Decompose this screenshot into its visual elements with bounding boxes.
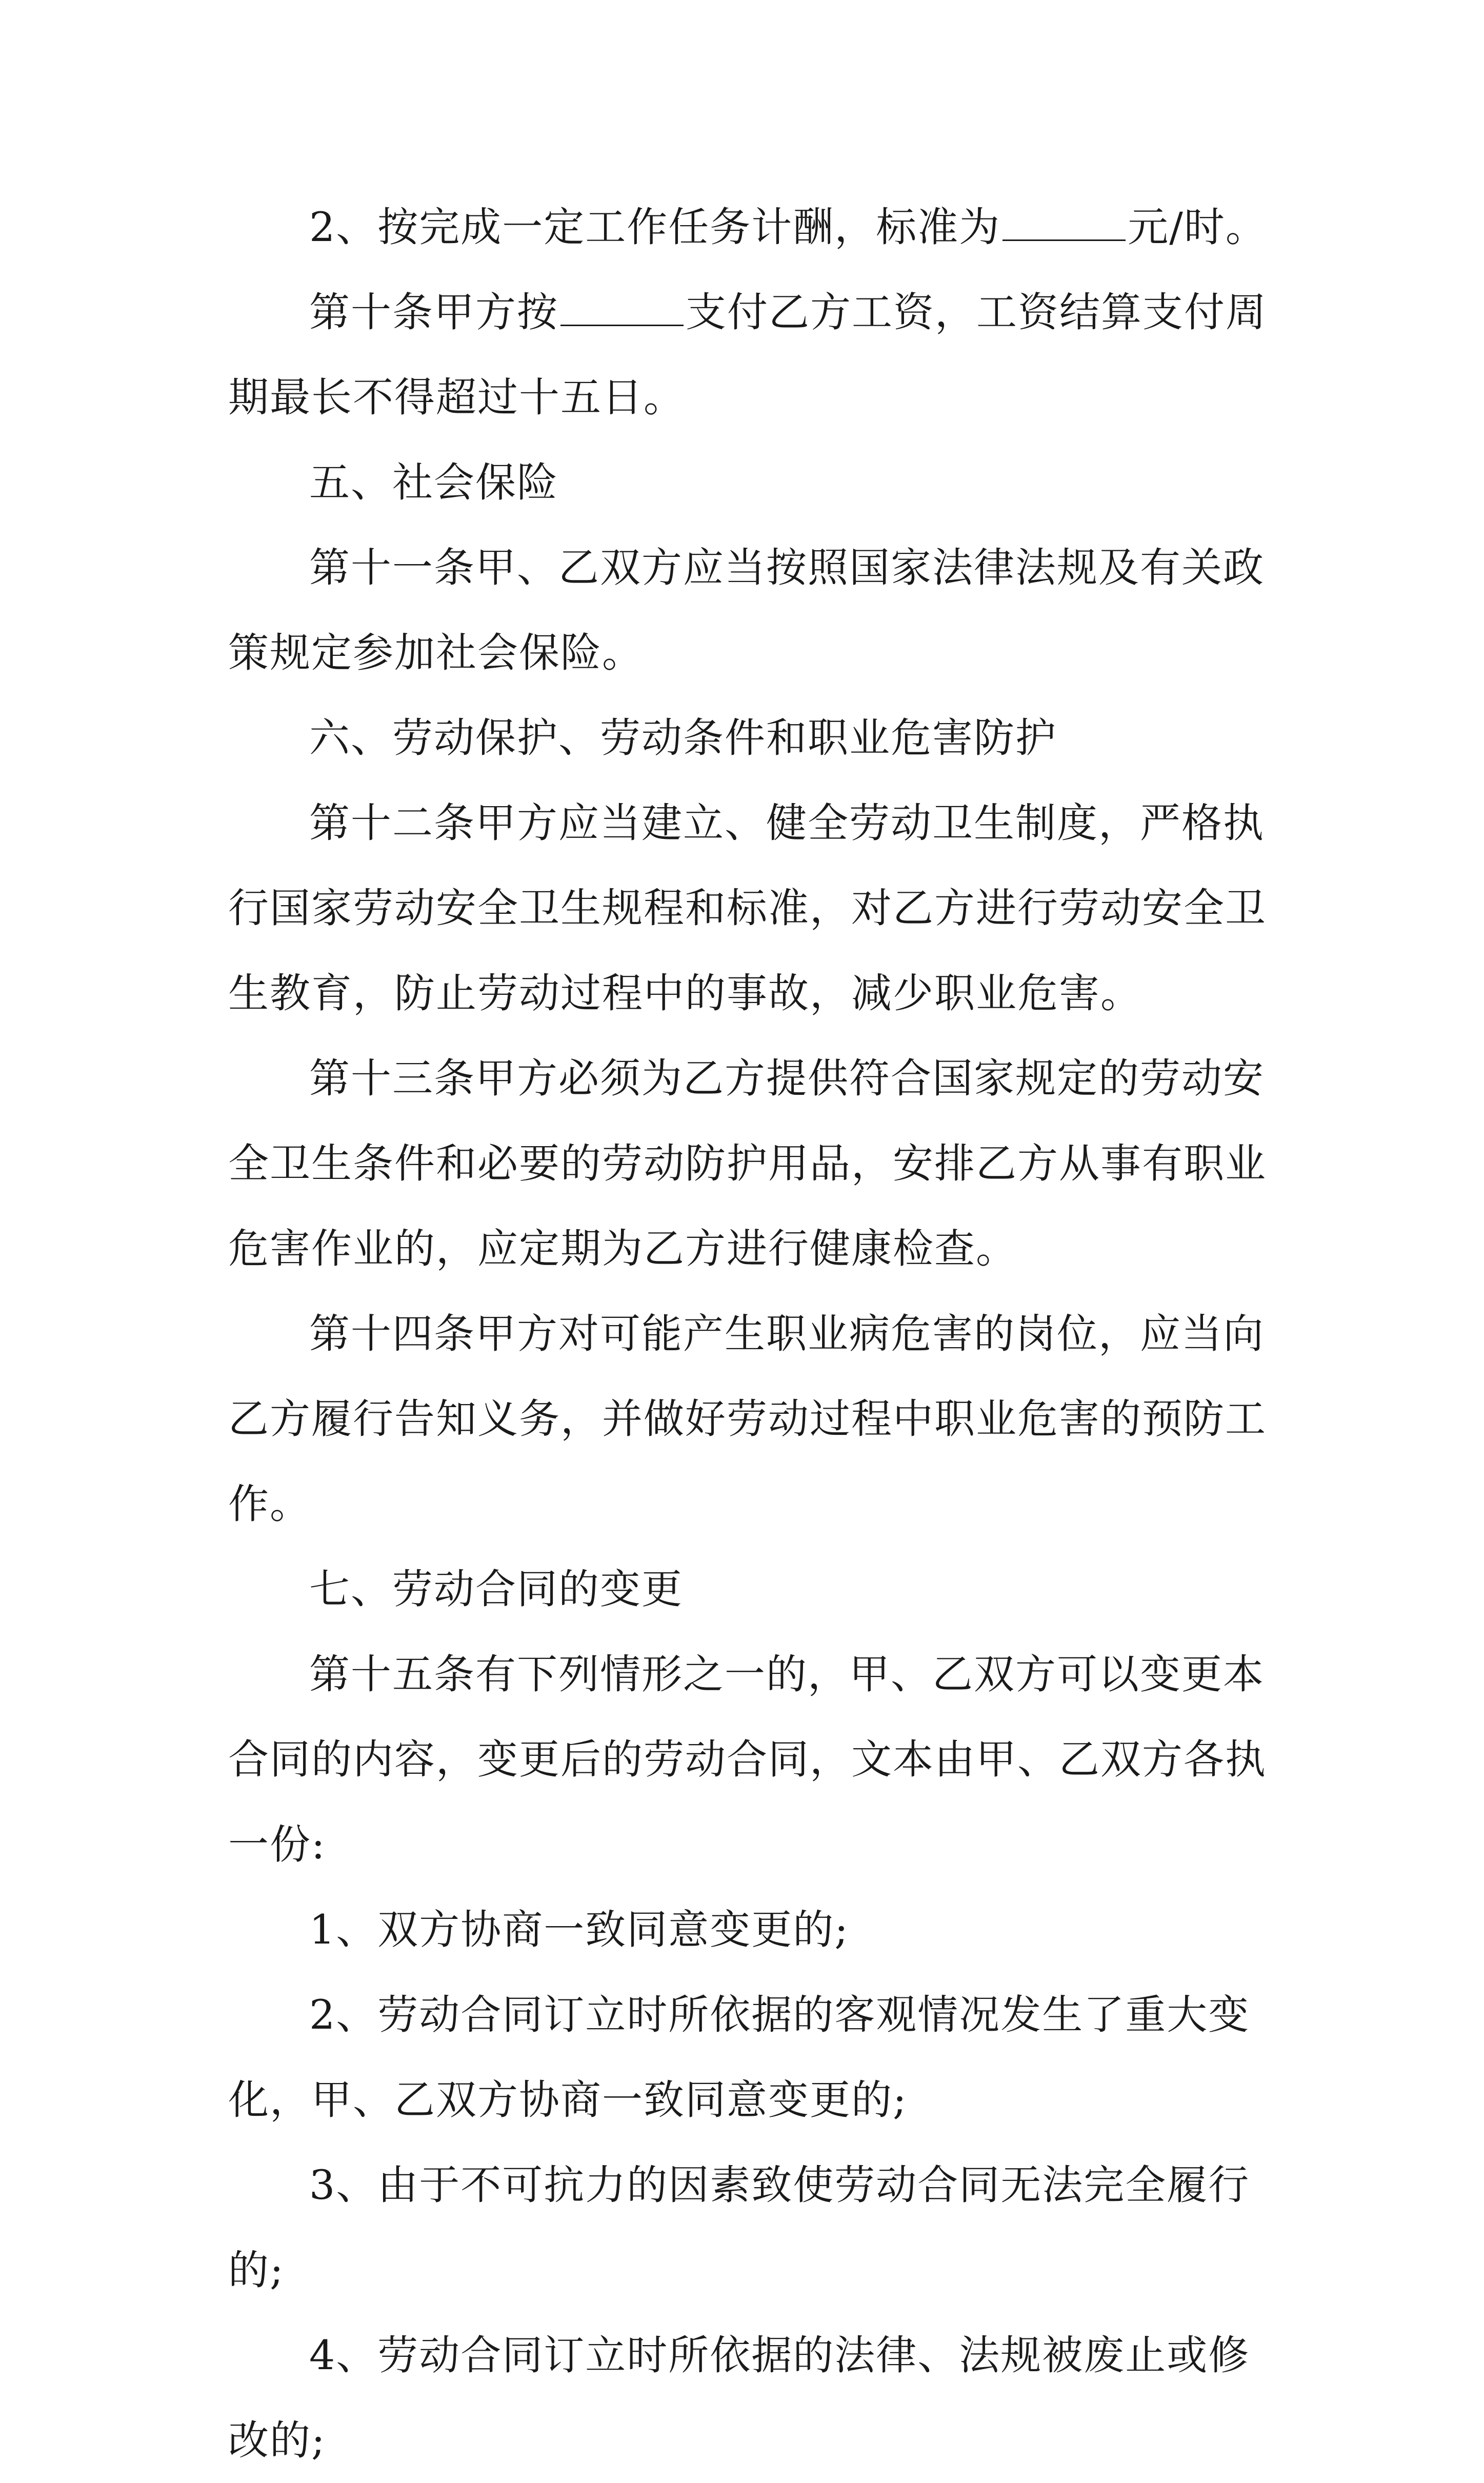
paragraph-article-12: 第十二条甲方应当建立、健全劳动卫生制度，严格执行国家劳动安全卫生规程和标准，对乙方进行劳动安全卫生教育，防止劳动过程中的事故，减少职业危害。 (228, 799, 1267, 1017)
paragraph-text: 2、按完成一定工作任务计酬，标准为 (309, 204, 1001, 251)
paragraph-article-11: 第十一条甲、乙双方应当按照国家法律法规及有关政策规定参加社会保险。 (228, 544, 1265, 676)
list-item-4: 4、劳动合同订立时所依据的法律、法规被废止或修改的; (228, 2332, 1250, 2464)
document-body (228, 185, 1279, 2483)
fill-in-blank-rate (1002, 204, 1126, 241)
list-item-2: 2、劳动合同订立时所依据的客观情况发生了重大变化，甲、乙双方协商一致同意变更的; (228, 1991, 1250, 2124)
section-heading-labor-protection: 六、劳动保护、劳动条件和职业危害防护 (309, 714, 1057, 762)
paragraph-text: 第十条甲方按 (309, 289, 558, 336)
paragraph-article-15: 第十五条有下列情形之一的，甲、乙双方可以变更本合同的内容，变更后的劳动合同，文本由甲、乙双方各执一份: (228, 1651, 1267, 1868)
paragraph-text: 支付乙方工资，工资结算支付周期最长不得超过十五日。 (228, 289, 1267, 421)
paragraph-article-13: 第十三条甲方必须为乙方提供符合国家规定的劳动安全卫生条件和必要的劳动防护用品，安排乙方从事有职业危害作业的，应定期为乙方进行健康检查。 (228, 1055, 1267, 1272)
list-item-1: 1、双方协商一致同意变更的; (309, 1906, 849, 1953)
section-heading-contract-change: 七、劳动合同的变更 (309, 1566, 683, 1613)
paragraph-text: 元/时。 (1128, 204, 1267, 251)
list-item-3: 3、由于不可抗力的因素致使劳动合同无法完全履行的; (228, 2161, 1250, 2294)
paragraph-article-10 (228, 270, 1279, 440)
paragraph-article-14: 第十四条甲方对可能产生职业病危害的岗位，应当向乙方履行告知义务，并做好劳动过程中职业危害的预防工作。 (228, 1310, 1267, 1528)
paragraph-piecework-rate (228, 185, 1279, 270)
section-heading-social-insurance: 五、社会保险 (309, 459, 558, 506)
fill-in-blank-payment (560, 289, 684, 326)
